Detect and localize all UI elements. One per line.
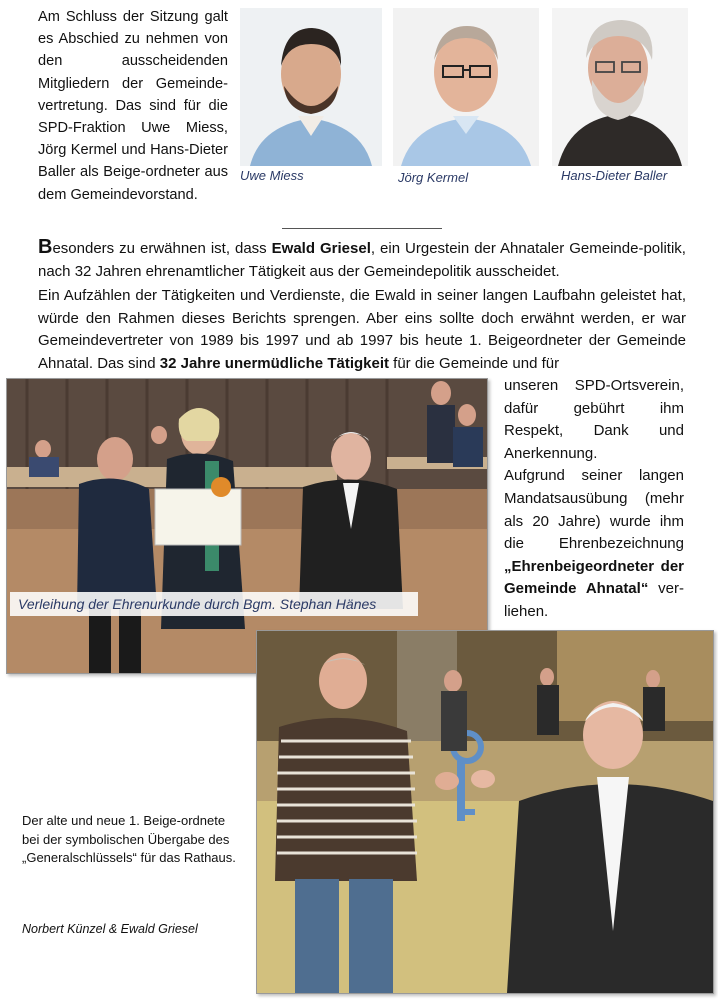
photo-key-handover: [256, 630, 714, 994]
highlight-years: 32 Jahre unermüdliche Tätigkeit: [159, 354, 389, 372]
section-divider: [282, 228, 442, 229]
portrait-caption: Hans-Dieter Baller: [561, 168, 668, 183]
article-paragraph-1: Besonders zu erwähnen ist, dass Ewald Griesel, ein Urgestein der Ahnataler Gemeinde-politik, nach 32 Jahren ehrenamtlicher Tätigkeit aus der Gemeindepolitik ausscheidet.: [38, 236, 686, 280]
article-paragraph-4: Aufgrund seiner langen Mandatsausübung (mehr als 20 Jahre) wurde ihm die Ehrenbezeichnung „Ehrenbeigeordneter der Gemeinde Ahnatal“ ver-liehen.: [504, 467, 685, 620]
highlight-name: Ewald Griesel: [271, 240, 371, 257]
portrait-caption: Jörg Kermel: [398, 170, 469, 185]
photo-key-names: Norbert Künzel & Ewald Griesel: [22, 922, 198, 936]
drop-cap: B: [38, 236, 53, 258]
photo-key-caption: Der alte und neue 1. Beige-ordnete bei der symbolischen Übergabe des „Generalschlüssels“ für das Rathaus.: [22, 813, 236, 865]
portrait-uwe-miess: [240, 8, 382, 166]
portrait-hans-dieter-baller: [552, 8, 688, 166]
highlight-honorary-title: „Ehrenbeigeordneter der Gemeinde Ahnatal“: [504, 557, 684, 598]
portrait-caption: Uwe Miess: [240, 168, 304, 183]
photo-award-caption: Verleihung der Ehrenurkunde durch Bgm. Stephan Hänes: [10, 592, 418, 616]
article-right-column: [504, 375, 684, 624]
article-paragraph-3: unseren SPD-Ortsverein, dafür gebührt ihm Respekt, Dank und Anerkennung.: [504, 377, 684, 462]
intro-paragraph: Am Schluss der Sitzung galt es Abschied zu nehmen von den ausscheidenden Mitgliedern der Gemeinde-vertretung. Das sind für die SPD-Fraktion Uwe Miess, Jörg Kermel und Hans-Dieter Baller als Beige-ordneter aus dem Gemeindevorstand.: [38, 9, 228, 203]
portrait-joerg-kermel: [393, 8, 539, 166]
article-paragraph-2: Ein Aufzählen der Tätigkeiten und Verdienste, die Ewald in seiner langen Laufbahn geleistet hat, würde den Rahmen dieses Berichts sprengen. Aber eins sollte doch erwähnt werden, er war Gemeindevertreter von 1989 bis 1997 und ab 1997 bis heute 1. Beigeordneter der Gemeinde Ahnatal. Das sind 32 Jahre unermüdliche Tätigkeit für die Gemeinde und für: [38, 287, 686, 372]
